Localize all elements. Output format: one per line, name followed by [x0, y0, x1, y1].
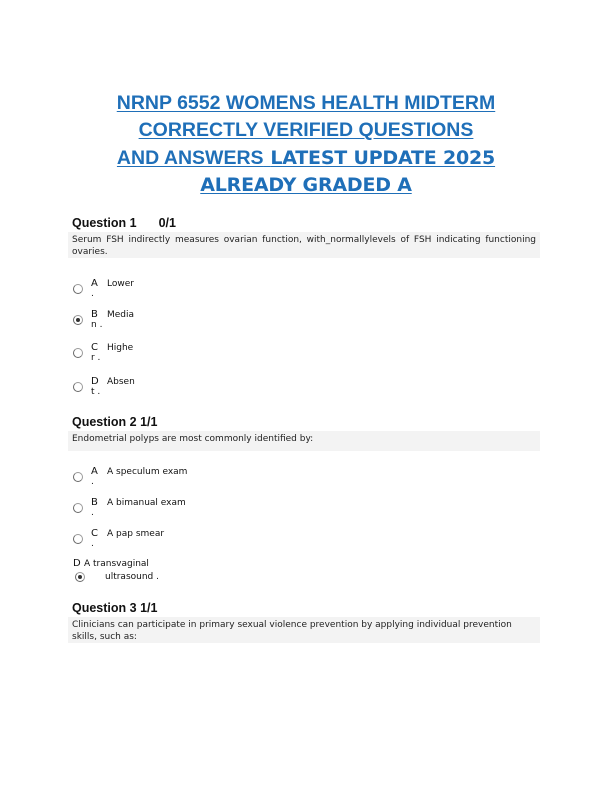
option-text: A transvaginal	[84, 559, 149, 569]
option-text: Highe	[107, 343, 134, 353]
radio-button[interactable]	[73, 472, 83, 482]
option-letter-continuation: .	[91, 289, 94, 299]
option-letter: B	[91, 497, 98, 508]
question-2-text: Endometrial polyps are most commonly identified by:	[68, 431, 540, 451]
radio-button[interactable]	[73, 382, 83, 392]
q1-option-c[interactable]	[73, 342, 273, 372]
option-text: Media	[107, 310, 135, 320]
radio-button[interactable]	[73, 284, 83, 294]
q1-option-d[interactable]	[73, 376, 273, 406]
radio-dot-icon	[78, 575, 82, 579]
option-letter: A	[91, 466, 98, 477]
option-letter: C	[91, 342, 98, 353]
q1-option-a[interactable]	[73, 278, 273, 308]
radio-button-selected[interactable]	[73, 315, 83, 325]
question-2-label: Question 2	[72, 415, 137, 429]
title-line-3a: AND ANSWERS	[116, 147, 264, 169]
option-letter-continuation: .	[91, 539, 94, 549]
question-3-text: Clinicians can participate in primary sexual violence prevention by applying individual prevention skills, such as:	[68, 617, 540, 643]
radio-button[interactable]	[73, 348, 83, 358]
option-letter-continuation: .	[91, 508, 94, 518]
radio-button[interactable]	[73, 503, 83, 513]
question-1-header	[72, 216, 176, 230]
title-line-2: CORRECTLY VERIFIED QUESTIONS	[138, 119, 474, 141]
document-title	[72, 90, 540, 199]
question-3-score: 1/1	[140, 601, 158, 615]
option-letter: C	[91, 528, 98, 539]
option-text: Lower	[107, 279, 134, 289]
option-text: A bimanual exam	[107, 498, 186, 508]
option-letter-continuation: .	[91, 477, 94, 487]
title-line-3b: LATEST UPDATE 2025	[270, 147, 496, 169]
question-1-text: Serum FSH indirectly measures ovarian function, with_normallylevels of FSH indicating functioning ovaries.	[68, 232, 540, 258]
option-letter: D	[73, 558, 81, 569]
option-letter: A	[91, 278, 98, 289]
question-3-label: Question 3	[72, 601, 137, 615]
q2-option-a[interactable]	[73, 466, 273, 496]
title-line-4: ALREADY GRADED A	[200, 174, 412, 196]
option-letter: D	[91, 376, 99, 387]
q2-option-b[interactable]	[73, 497, 273, 527]
option-letter-continuation: r .	[91, 353, 101, 363]
radio-button-selected[interactable]	[75, 572, 85, 582]
option-text: A pap smear	[107, 529, 165, 539]
question-1-score: 0/1	[158, 216, 176, 230]
question-3-header	[72, 601, 157, 615]
radio-dot-icon	[76, 318, 80, 322]
radio-button[interactable]	[73, 534, 83, 544]
q2-option-d[interactable]	[73, 558, 273, 588]
question-2-score: 1/1	[140, 415, 158, 429]
option-text: A speculum exam	[107, 467, 188, 477]
option-letter-continuation: t .	[91, 387, 101, 397]
q2-option-c[interactable]	[73, 528, 273, 558]
option-letter: B	[91, 309, 98, 320]
title-line-3	[72, 144, 540, 172]
title-line-1: NRNP 6552 WOMENS HEALTH MIDTERM	[116, 92, 496, 114]
option-text: Absen	[107, 377, 135, 387]
question-2-header	[72, 415, 157, 429]
option-text-continuation: ultrasound .	[105, 572, 159, 582]
option-letter-continuation: n .	[91, 320, 103, 330]
question-1-label: Question 1	[72, 216, 137, 230]
q1-option-b[interactable]	[73, 309, 273, 339]
